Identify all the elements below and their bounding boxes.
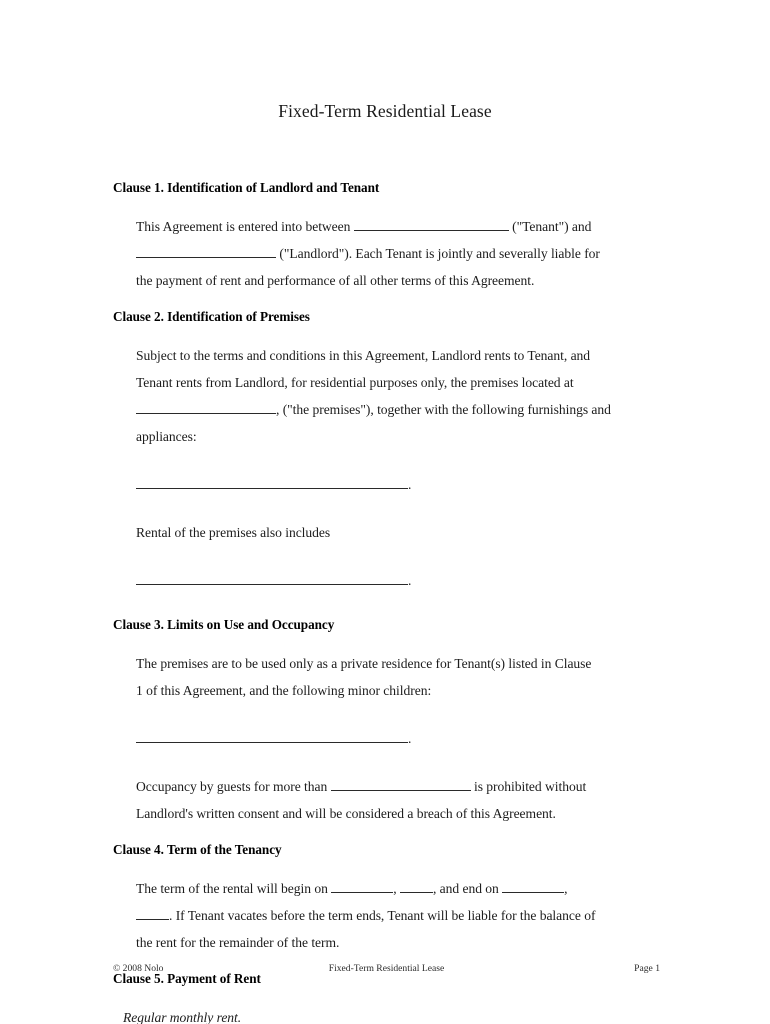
spacer xyxy=(113,546,673,567)
clause-1-line1-text-a: This Agreement is entered into between xyxy=(136,219,351,234)
spacer xyxy=(113,294,673,307)
spacer xyxy=(113,752,673,773)
clause-4-line3-text: the rent for the remainder of the term. xyxy=(136,935,340,950)
spacer xyxy=(113,859,673,875)
clause-2-line4-text: appliances: xyxy=(136,429,197,444)
clause-1-heading: Clause 1. Identification of Landlord and Tenant xyxy=(113,180,380,195)
clause-3-body xyxy=(113,650,673,704)
guest-occupancy-blank[interactable] xyxy=(331,780,471,791)
footer-page-number: Page 1 xyxy=(634,963,660,974)
clause-1-line1-text-b: ("Tenant") and xyxy=(512,219,592,234)
page-title: Fixed-Term Residential Lease xyxy=(278,101,492,121)
page-footer xyxy=(113,963,660,974)
furnishings-blank-row xyxy=(113,471,673,498)
furnishings-blank[interactable] xyxy=(136,478,408,489)
footer-document-name: Fixed-Term Residential Lease xyxy=(328,963,445,974)
spacer xyxy=(113,326,673,342)
clause-2-heading: Clause 2. Identification of Premises xyxy=(113,309,310,324)
clause-4-line1-text-a: The term of the rental will begin on xyxy=(136,881,328,896)
clause-3-line3-text-a: Occupancy by guests for more than xyxy=(136,779,328,794)
clause-3-heading: Clause 3. Limits on Use and Occupancy xyxy=(113,617,335,632)
spacer xyxy=(113,634,673,650)
spacer xyxy=(113,450,673,471)
end-year-blank[interactable] xyxy=(136,909,169,920)
spacer xyxy=(113,988,673,1004)
end-month-blank[interactable] xyxy=(502,882,564,893)
clause-2-line3-text-b: , ("the premises"), together with the following furnishings and xyxy=(276,402,611,417)
clause-3-line3-text-b: is prohibited without xyxy=(473,779,587,794)
clause-4-line2-text-b: . If Tenant vacates before the term ends, Tenant will be liable for the balance of xyxy=(169,908,596,923)
spacer xyxy=(113,498,673,519)
premises-address-blank[interactable] xyxy=(136,403,276,414)
minor-children-blank-period: . xyxy=(408,731,412,746)
clause-4-comma-1: , xyxy=(393,881,397,896)
clause-5-heading: Clause 5. Payment of Rent xyxy=(113,971,261,986)
tenant-name-blank[interactable] xyxy=(354,220,509,231)
clause-4-comma-2: , xyxy=(564,881,568,896)
clause-4-body xyxy=(113,875,673,956)
rental-includes-blank[interactable] xyxy=(136,574,408,585)
clause-1-line2-text-b: ("Landlord"). Each Tenant is jointly and severally liable for xyxy=(279,246,600,261)
rental-includes-blank-row xyxy=(113,567,673,594)
footer-copyright: © 2008 Nolo xyxy=(113,963,164,974)
clause-5-regular-rent-note: Regular monthly rent. xyxy=(123,1010,242,1024)
clause-3-line1-text: The premises are to be used only as a private residence for Tenant(s) listed in Clause xyxy=(136,656,592,671)
clause-1-line3-text: the payment of rent and performance of all other terms of this Agreement. xyxy=(136,273,535,288)
clause-2-line5-text: Rental of the premises also includes xyxy=(136,525,331,540)
clause-2-line1-text: Subject to the terms and conditions in this Agreement, Landlord rents to Tenant, and xyxy=(136,348,591,363)
spacer xyxy=(113,594,673,615)
clause-4-heading: Clause 4. Term of the Tenancy xyxy=(113,842,282,857)
clause-3-line4-text: Landlord's written consent and will be considered a breach of this Agreement. xyxy=(136,806,556,821)
furnishings-blank-period: . xyxy=(408,477,412,492)
clause-3-line2-text: 1 of this Agreement, and the following minor children: xyxy=(136,683,432,698)
start-month-blank[interactable] xyxy=(331,882,393,893)
minor-children-blank[interactable] xyxy=(136,732,408,743)
clause-1-body xyxy=(113,213,673,294)
spacer xyxy=(113,827,673,840)
landlord-name-blank[interactable] xyxy=(136,247,276,258)
clause-2-body xyxy=(113,342,673,450)
clause-2-line2-text: Tenant rents from Landlord, for residential purposes only, the premises located at xyxy=(136,375,574,390)
spacer xyxy=(113,704,673,725)
document-body xyxy=(113,178,673,1024)
start-year-blank[interactable] xyxy=(400,882,433,893)
clause-2-rental-includes xyxy=(113,519,673,546)
spacer xyxy=(113,197,673,213)
clause-3-guests-body xyxy=(113,773,673,827)
rental-includes-blank-period: . xyxy=(408,573,412,588)
minor-children-blank-row xyxy=(113,725,673,752)
clause-4-line1-text-c: , and end on xyxy=(432,881,499,896)
